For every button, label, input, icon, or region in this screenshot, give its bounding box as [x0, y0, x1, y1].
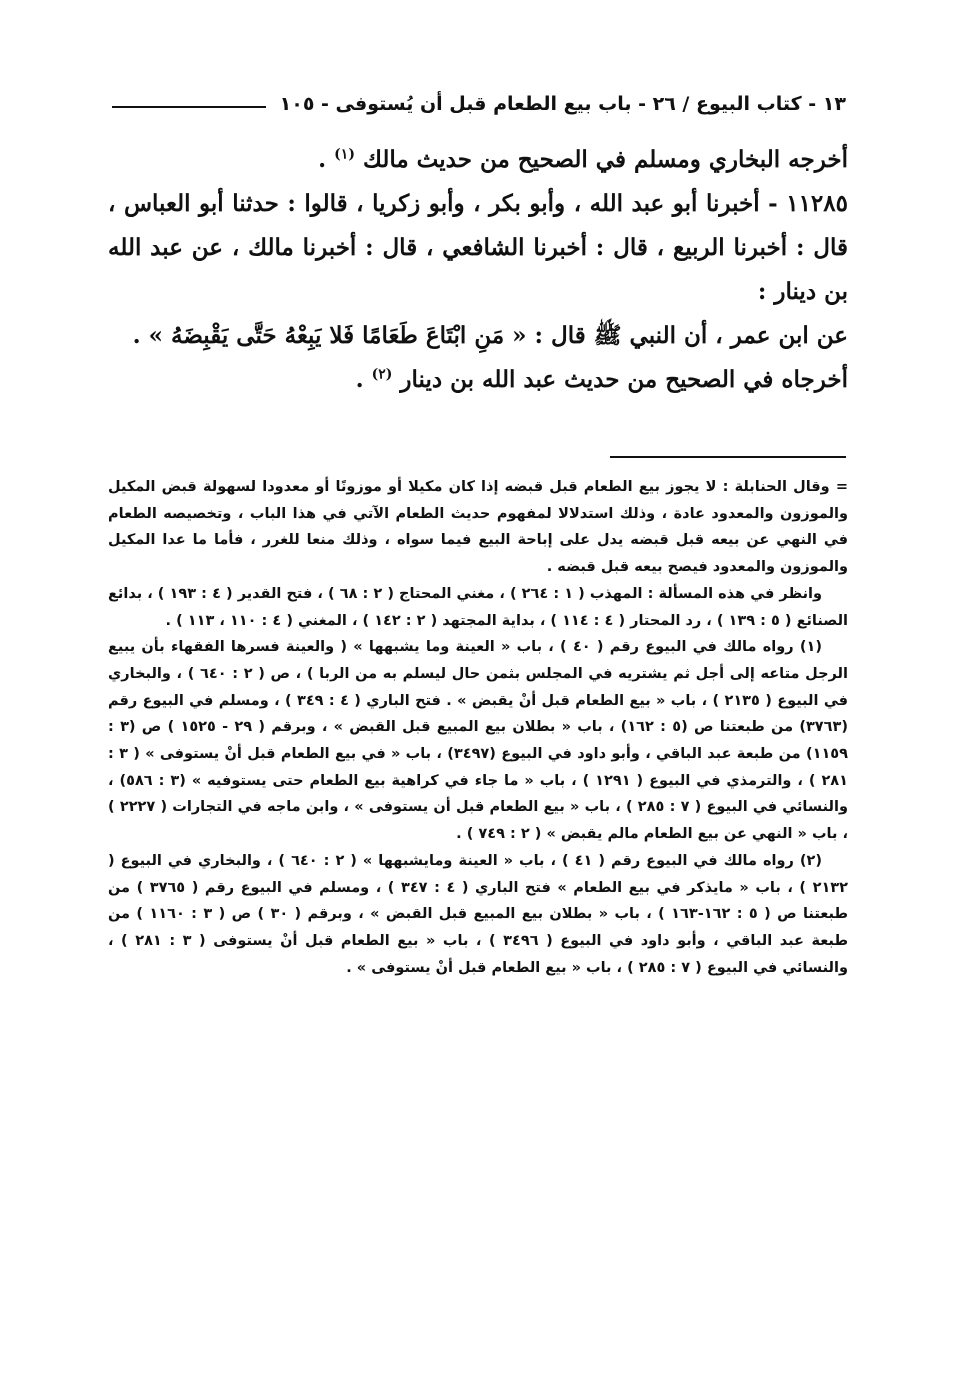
footnote-ref-2: (٢): [371, 366, 393, 383]
footnote-divider: [610, 456, 846, 458]
hadith-isnad: - أخبرنا أبو عبد الله ، وأبو بكر ، وأبو زكريا ، قالوا : حدثنا أبو العباس ، قال : أخبرنا الربيع ، قال : أخبرنا الشافعي ، قال : أخبرنا مالك ، عن عبد الله بن دينار :: [108, 190, 848, 305]
paragraph-takhrij-1: [108, 138, 848, 182]
header-rule: [112, 106, 266, 108]
footnote-references: وانظر في هذه المسألة : المهذب ( ١ : ٢٦٤ ) ، مغني المحتاج ( ٢ : ٦٨ ) ، فتح القدير ( ٤ : ١٩٣ ) ، بدائع الصنائع ( ٥ : ١٣٩ ) ، رد المحتار ( ٤ : ١١٤ ) ، بداية المجتهد ( ٢ : ١٤٢ ) ، المغني ( ٤ : ١١٠ ، ١١٣ ) .: [108, 585, 848, 629]
footnote-1: (١) رواه مالك في البيوع رقم ( ٤٠ ) ، باب « العينة وما يشبهها » ( والعينة فسرها الفقهاء بأن يبيع الرجل متاعه إلى أجل ثم يشتريه في المجلس بثمن حال ليسلم به من الربا ) ، ص ( ٢ : ٦٤٠ ) ، والبخاري في البيوع ( ٢١٣٥ ) ، باب « بيع الطعام قبل أنْ يقبض » . فتح الباري ( ٤ : ٣٤٩ ) ، ومسلم في البيوع رقم (٣٧٦٣) من طبعتنا ص (٥ : ١٦٢) ، باب « بطلان بيع المبيع قبل القبض » ، وبرقم ( ٢٩ - ١٥٢٥ ) ص (٣ : ١١٥٩) من طبعة عبد الباقي ، وأبو داود في البيوع (٣٤٩٧) ، باب « في بيع الطعام قبل أنْ يستوفى » ( ٣ : ٢٨١ ) ، والترمذي في البيوع ( ١٢٩١ ) ، باب « ما جاء في كراهية بيع الطعام حتى يستوفيه » (٣ : ٥٨٦) ، والنسائي في البيوع ( ٧ : ٢٨٥ ) ، باب « بيع الطعام قبل أن يستوفى » ، وابن ماجه في التجارات ( ٢٢٢٧ ) ، باب « النهي عن بيع الطعام مالم يقبض » ( ٢ : ٧٤٩ ) .: [108, 639, 849, 843]
hadith-matn: عن ابن عمر ، أن النبي ﷺ قال : « مَنِ ابْتَاعَ طَعَامًا فَلا يَبِعْهُ حَتَّى يَقْبِضَهُ » .: [132, 322, 848, 349]
paragraph-takhrij-2: [108, 358, 848, 402]
paragraph-text: أخرجاه في الصحيح من حديث عبد الله بن دينار: [400, 366, 848, 393]
hadith-chain: [108, 182, 848, 314]
paragraph-text: أخرجه البخاري ومسلم في الصحيح من حديث مالك: [362, 146, 848, 173]
hadith-number: ١١٢٨٥: [786, 190, 848, 217]
footnotes: [108, 474, 848, 981]
footnote-ref-1: (١): [334, 146, 355, 163]
paragraph-end: .: [355, 366, 372, 393]
footnote-2: (٢) رواه مالك في البيوع رقم ( ٤١ ) ، باب « العينة ومايشبهها » ( ٢ : ٦٤٠ ) ، والبخاري في البيوع ( ٢١٣٢ ) ، باب « مايذكر في بيع الطعام » فتح الباري ( ٤ : ٣٤٧ ) ، ومسلم في البيوع رقم ( ٣٧٦٥ ) من طبعتنا ص ( ٥ : ١٦٢-١٦٣ ) ، باب « بطلان بيع المبيع قبل القبض » ، وبرقم ( ٣٠ ) ص ( ٣ : ١١٦٠ ) من طبعة عبد الباقي ، وأبو داود في البيوع ( ٣٤٩٦ ) ، باب « بيع الطعام قبل أنْ يستوفى ( ٣ : ٢٨١ ) ، والنسائي في البيوع ( ٧ : ٢٨٥ ) ، باب « بيع الطعام قبل أنْ يستوفى » .: [108, 852, 849, 976]
header-title: ١٣ - كتاب البيوع / ٢٦ - باب بيع الطعام قبل أن يُستوفى - ١٠٥: [279, 93, 846, 115]
paragraph-end: .: [318, 146, 335, 173]
main-text: [108, 138, 848, 402]
running-header: [112, 84, 846, 124]
footnote-continuation: = وقال الحنابلة : لا يجوز بيع الطعام قبل قبضه إذا كان مكيلا أو موزونًا أو معدودا لسهولة قبض المكيل والموزون والمعدود عادة ، وذلك استدلالا لمفهوم حديث الطعام الآتي في هذا الباب ، وتخصيصه الطعام في النهي عن بيعه قبل قبضه يدل على إباحة البيع فيما سواه ، وذلك منعا للغرر ، فأما ما عدا المكيل والموزون والمعدود فيصح بيعه قبل قبضه .: [108, 479, 848, 576]
